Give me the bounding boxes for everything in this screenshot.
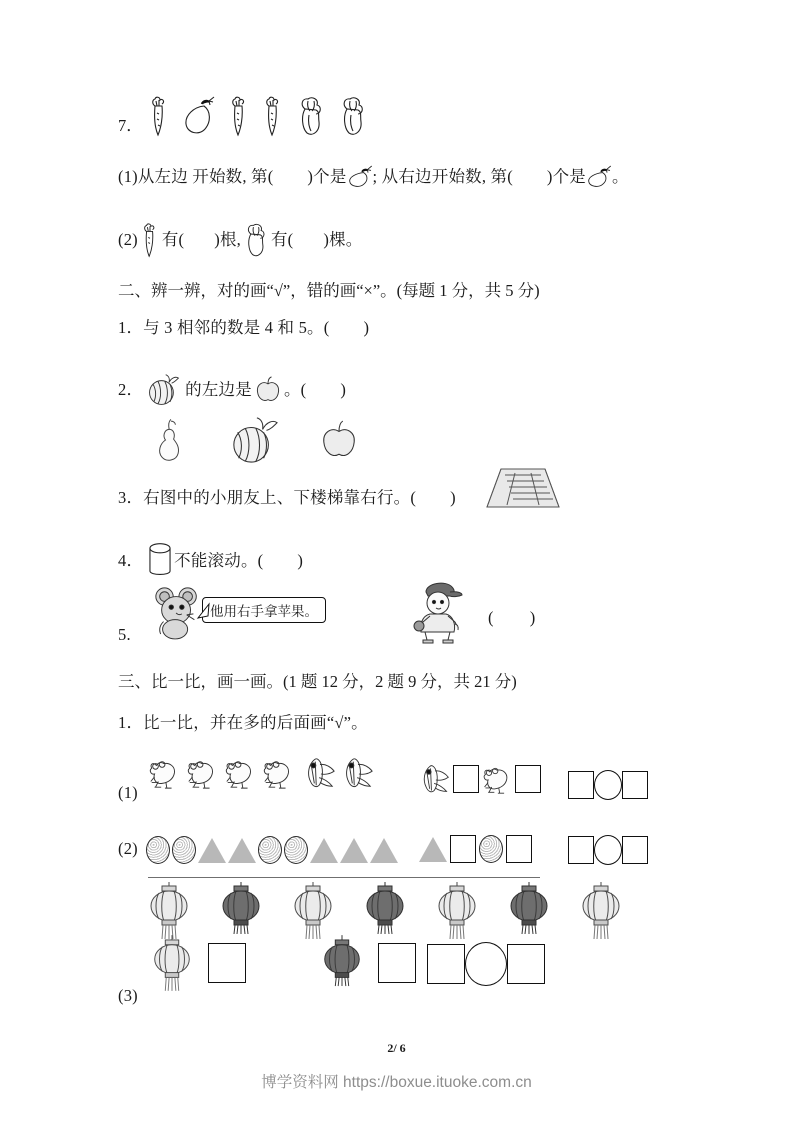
answer-box[interactable]	[515, 765, 541, 793]
watermelon-icon	[228, 416, 280, 464]
speech-bubble	[202, 597, 326, 623]
row-2-left-items	[146, 836, 398, 864]
close-paren: )	[529, 608, 536, 627]
fish-icon	[341, 755, 375, 791]
row-3-relation	[427, 942, 545, 986]
item-close-paren: )	[363, 318, 370, 337]
triangle-shape	[419, 837, 447, 862]
watermelon-icon	[146, 373, 182, 407]
answer-box[interactable]	[427, 944, 465, 984]
frog-icon	[223, 756, 257, 790]
section2-item-4	[118, 540, 303, 582]
answer-box[interactable]	[506, 835, 532, 863]
item-text: 与 3 相邻的数是 4 和 5。(	[143, 318, 330, 337]
fruit-row	[152, 416, 358, 464]
mouse-icon	[152, 583, 204, 639]
frog-icon	[147, 756, 181, 790]
circle-shape	[172, 836, 196, 864]
q7-sub2	[118, 222, 363, 258]
cabbage-icon	[243, 222, 269, 258]
circle-shape	[284, 836, 308, 864]
section2-item-5-number: 5.	[118, 625, 131, 644]
eggplant-icon	[347, 166, 373, 188]
row-1-left-items	[147, 755, 375, 791]
item-number: 2．	[118, 379, 144, 399]
q7-sub1-text-e: 。	[612, 167, 629, 186]
staircase-icon	[485, 465, 561, 511]
carrot-icon	[228, 95, 250, 137]
item-text: 比一比，并在多的后面画“√”。	[143, 713, 368, 732]
circle-shape	[146, 836, 170, 864]
pear-icon	[152, 417, 188, 463]
answer-box[interactable]	[208, 943, 246, 983]
answer-box[interactable]	[622, 836, 648, 864]
section2-item-1	[118, 317, 369, 339]
item-text: 右图中的小朋友上、下楼梯靠右行。(	[143, 488, 417, 507]
circle-shape	[258, 836, 282, 864]
q7-sub1-label: (1)	[118, 167, 138, 186]
watermark-text: 博学资料网 https://boxue.ituoke.com.cn	[261, 1074, 532, 1091]
lantern-dark-icon	[504, 880, 554, 942]
section2-item-2	[118, 373, 346, 407]
divider-line	[148, 877, 540, 878]
item-close-paren: )	[340, 379, 347, 399]
q7-vegetable-row	[148, 95, 368, 137]
answer-box[interactable]	[568, 771, 594, 799]
page-number: 2/ 6	[387, 1041, 406, 1055]
q7-sub2-text-a: 有(	[161, 229, 185, 249]
frog-icon	[185, 756, 219, 790]
lantern-dark-icon	[318, 932, 366, 994]
item-text-a: 的左边是	[185, 379, 252, 399]
q7-sub1	[118, 166, 629, 188]
item-close-paren: )	[297, 550, 304, 570]
q7-sub1-text-a: 从左边 开始数, 第(	[137, 167, 274, 186]
triangle-shape	[228, 838, 256, 863]
answer-circle[interactable]	[594, 835, 622, 865]
answer-box[interactable]	[507, 944, 545, 984]
section2-item-5-answer	[488, 607, 535, 629]
cabbage-icon	[338, 95, 368, 137]
q7-sub2-label: (2)	[118, 229, 138, 249]
lantern-light-icon	[148, 932, 196, 994]
row-3-compare	[148, 932, 416, 994]
apple-icon	[320, 419, 358, 461]
item-number: 3．	[118, 488, 144, 507]
speech-bubble-text: 他用右手拿苹果。	[202, 597, 326, 623]
carrot-icon	[262, 95, 284, 137]
frog-icon	[481, 763, 513, 795]
answer-circle[interactable]	[465, 942, 507, 986]
q7-sub2-text-c: 有(	[270, 229, 294, 249]
eggplant-icon	[182, 95, 216, 137]
answer-circle[interactable]	[594, 770, 622, 800]
item-close-paren: )	[450, 488, 456, 507]
q7-sub1-text-b: )个是	[307, 167, 347, 186]
section-3-heading: 三、比一比，画一画。(1 题 12 分，2 题 9 分，共 21 分)	[118, 672, 517, 691]
triangle-shape	[310, 838, 338, 863]
row-2-relation	[568, 835, 648, 865]
row-3-label: (3)	[118, 986, 138, 1005]
q7-sub1-text-d: )个是	[546, 167, 586, 186]
fish-icon	[303, 755, 337, 791]
answer-box[interactable]	[450, 835, 476, 863]
carrot-icon	[148, 95, 170, 137]
apple-icon	[254, 376, 282, 404]
item-number: 1．	[118, 713, 144, 732]
section3-item-1	[118, 712, 368, 734]
answer-box[interactable]	[622, 771, 648, 799]
item-number: 1．	[118, 318, 144, 337]
row-1-compare	[419, 762, 541, 796]
triangle-shape	[370, 838, 398, 863]
item-number: 4．	[118, 550, 144, 570]
row-1-label: (1)	[118, 783, 138, 802]
frog-icon	[261, 756, 295, 790]
circle-shape	[479, 835, 503, 863]
section-2-heading: 二、辨一辨，对的画“√”，错的画“×”。(每题 1 分，共 5 分)	[118, 281, 540, 300]
q7-sub1-text-c: ; 从右边开始数, 第(	[372, 167, 513, 186]
eggplant-icon	[586, 166, 612, 188]
section2-item-3	[118, 487, 456, 509]
row-2-compare	[419, 835, 532, 863]
q7-sub2-text-b: )根,	[214, 229, 241, 249]
answer-box[interactable]	[453, 765, 479, 793]
q7-sub2-text-d: )棵。	[323, 229, 363, 249]
row-2-label: (2)	[118, 839, 138, 858]
item-text-b: 。(	[283, 379, 307, 399]
cabbage-icon	[296, 95, 326, 137]
carrot-icon	[140, 222, 160, 258]
answer-box[interactable]	[378, 943, 416, 983]
item-text: 不能滚动。(	[174, 550, 264, 570]
triangle-shape	[340, 838, 368, 863]
answer-box[interactable]	[568, 836, 594, 864]
open-paren: (	[488, 608, 494, 627]
q7-number: 7．	[118, 116, 143, 135]
boy-with-apple-icon	[410, 578, 468, 644]
fish-icon	[419, 762, 451, 796]
lantern-light-icon	[576, 880, 626, 942]
row-1-relation	[568, 770, 648, 800]
lantern-light-icon	[432, 880, 482, 942]
triangle-shape	[198, 838, 226, 863]
cylinder-icon	[147, 540, 173, 582]
